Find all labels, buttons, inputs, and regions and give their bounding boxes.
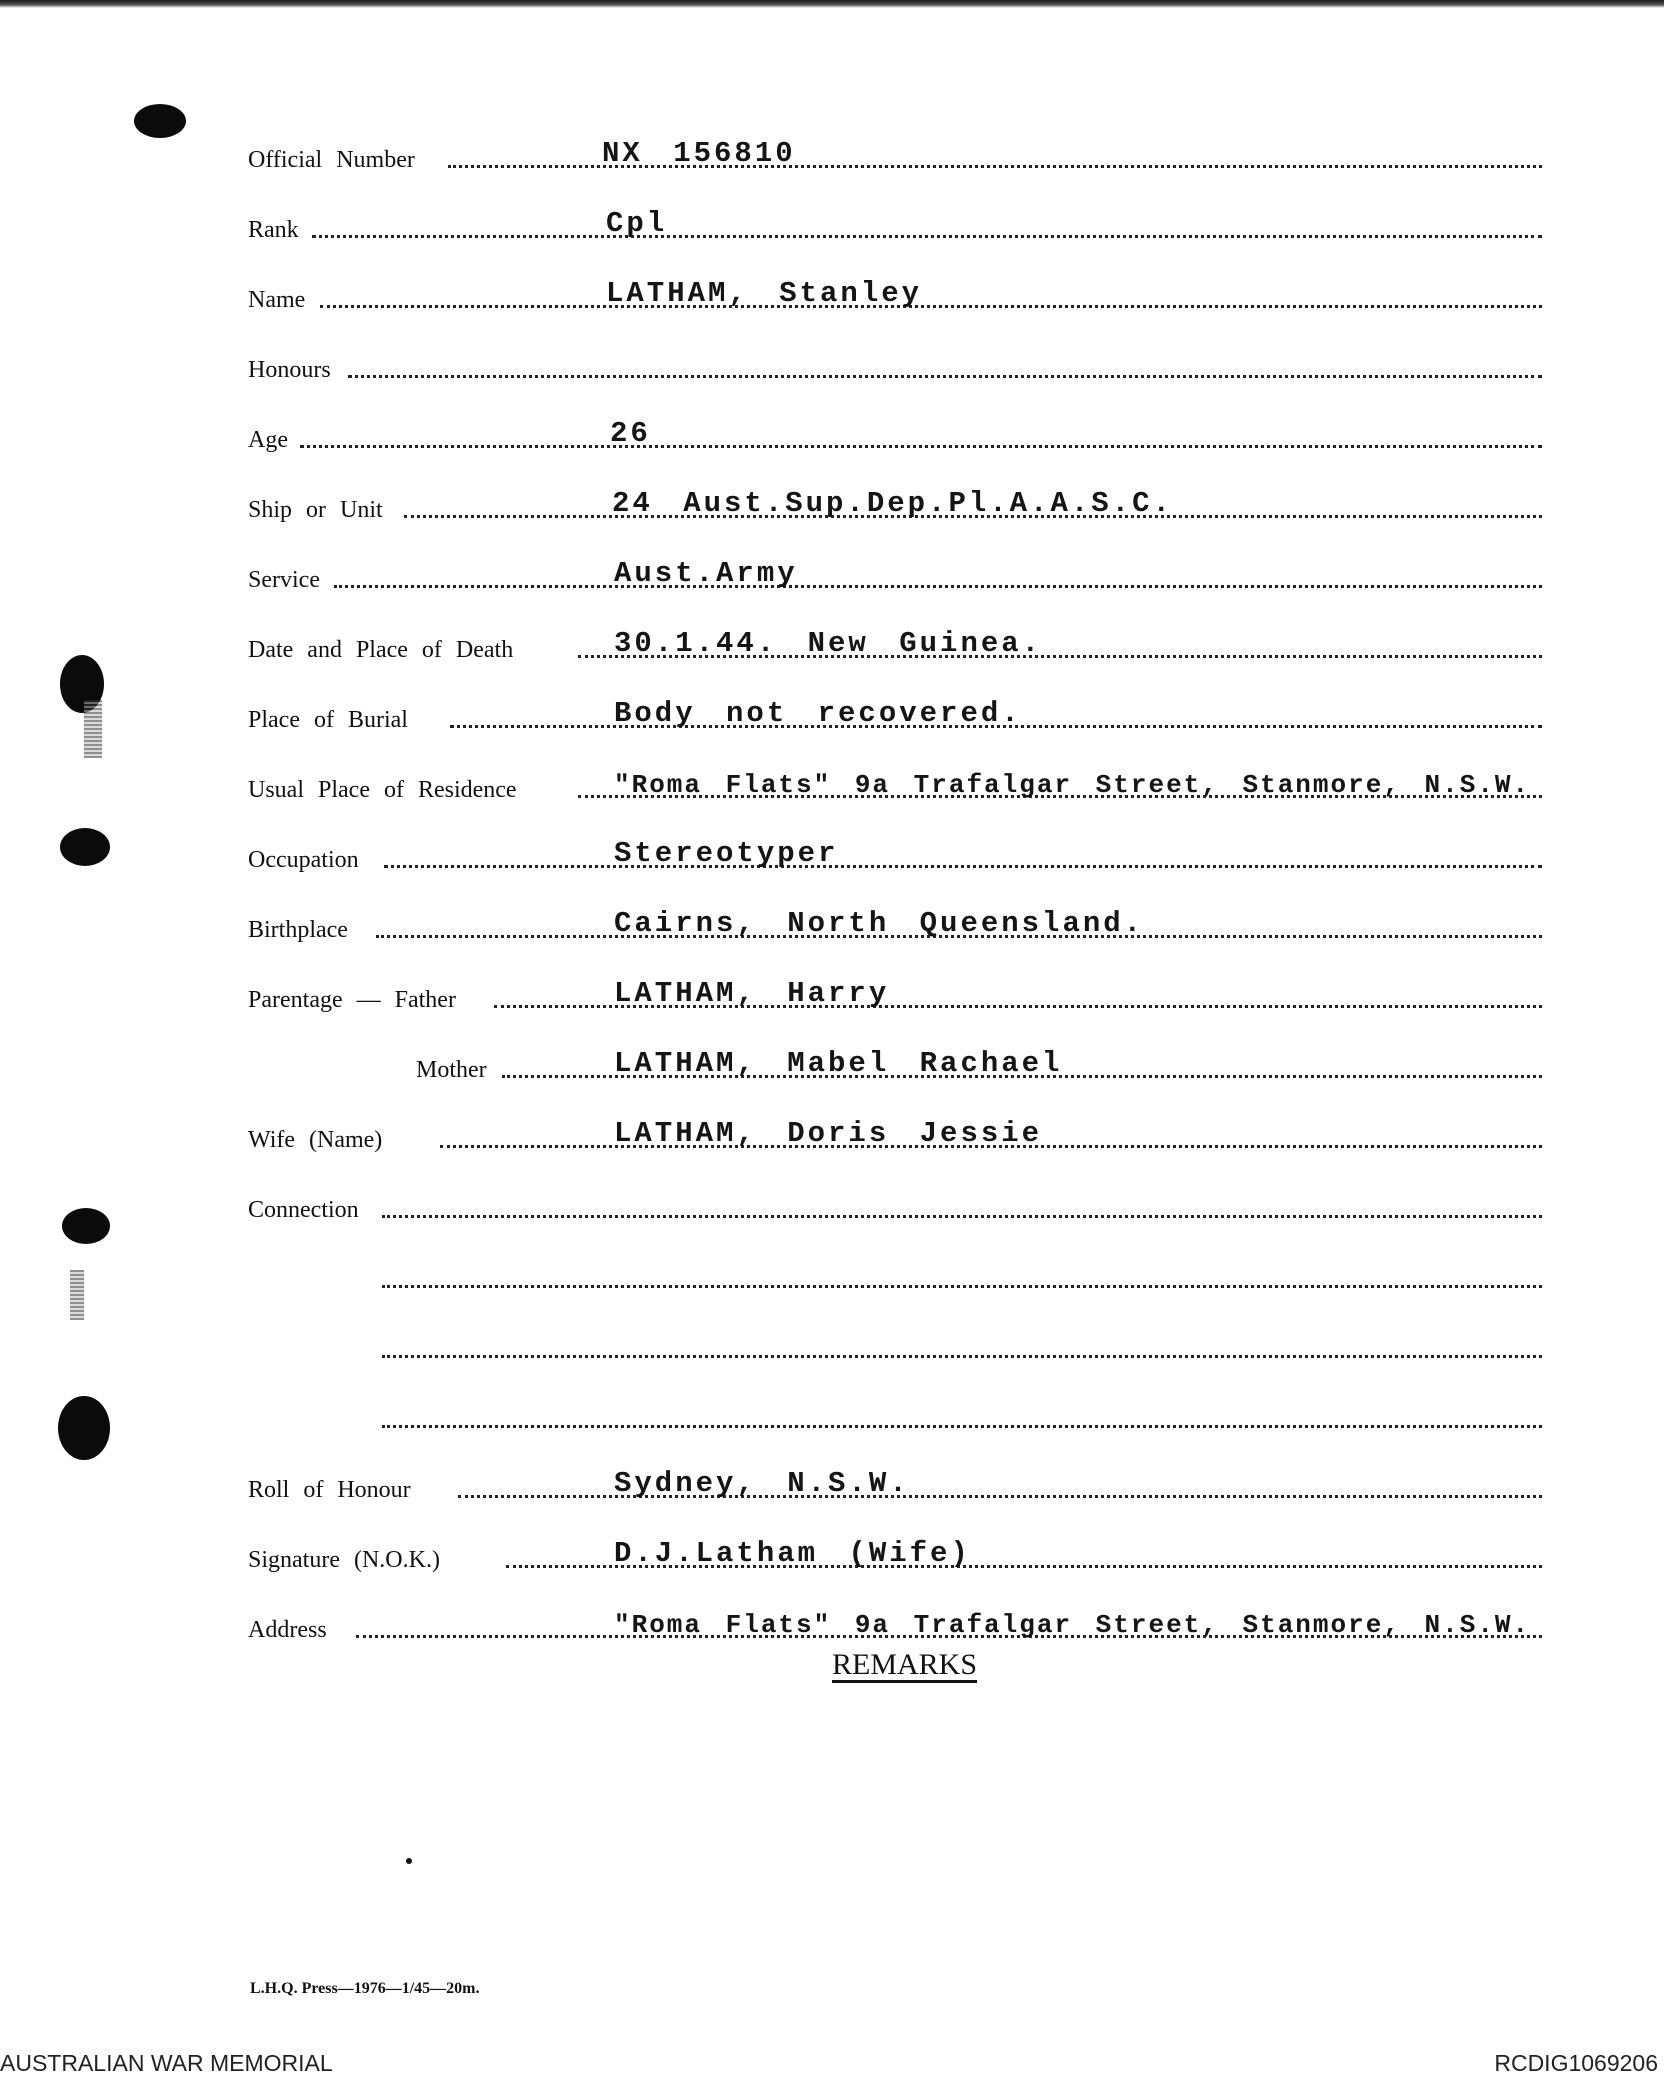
field-value: 24 Aust.Sup.Dep.Pl.A.A.S.C. (612, 487, 1173, 520)
field-value: 26 (610, 417, 651, 450)
field-value: D.J.Latham (Wife) (614, 1537, 971, 1570)
scan-top-edge (0, 0, 1664, 8)
field-value: NX 156810 (602, 137, 796, 170)
field-label: Honours (248, 357, 331, 383)
field-mother (248, 1046, 1542, 1086)
field-label: Occupation (248, 847, 359, 873)
field-blank-line (248, 1326, 1542, 1366)
field-label: Date and Place of Death (248, 637, 514, 663)
field-value: LATHAM, Doris Jessie (614, 1117, 1043, 1150)
field-value: Stereotyper (614, 837, 839, 870)
field-age (248, 416, 1542, 456)
field-name (248, 276, 1542, 316)
field-label: Name (248, 287, 306, 313)
field-rank (248, 206, 1542, 246)
field-value: Cpl (606, 207, 668, 240)
punch-hole (62, 1208, 110, 1244)
field-service (248, 556, 1542, 596)
archive-credit: AUSTRALIAN WAR MEMORIAL (0, 2050, 333, 2076)
remarks-heading: REMARKS (832, 1648, 978, 1681)
dotted-line (300, 445, 1542, 448)
field-label: Signature (N.O.K.) (248, 1547, 440, 1573)
field-value: "Roma Flats" 9a Trafalgar Street, Stanmore, N.S.W. (614, 770, 1531, 800)
field-wife (248, 1116, 1542, 1156)
field-date-place-of-death (248, 626, 1542, 666)
punch-hole-shadow (84, 700, 102, 758)
field-label: Service (248, 567, 320, 593)
dotted-line (312, 235, 1542, 238)
dotted-line (382, 1355, 1542, 1358)
field-value: LATHAM, Harry (614, 977, 890, 1010)
dotted-line (320, 305, 1542, 308)
dotted-line (382, 1425, 1542, 1428)
field-label: Connection (248, 1197, 359, 1223)
field-address (248, 1606, 1542, 1646)
dotted-line (334, 585, 1542, 588)
field-value: Sydney, N.S.W. (614, 1467, 910, 1500)
punch-hole (60, 828, 110, 866)
field-blank-line (248, 1396, 1542, 1436)
dotted-line (382, 1215, 1542, 1218)
dotted-line (348, 375, 1542, 378)
field-value: 30.1.44. New Guinea. (614, 627, 1043, 660)
field-label: Roll of Honour (248, 1477, 411, 1503)
punch-hole (134, 104, 186, 138)
punch-hole (58, 1396, 110, 1460)
field-label: Usual Place of Residence (248, 777, 517, 803)
field-official-number (248, 136, 1542, 176)
ink-speck (406, 1858, 412, 1864)
field-label: Mother (416, 1057, 487, 1083)
field-label: Address (248, 1617, 327, 1643)
field-connection (248, 1186, 1542, 1226)
field-honours (248, 346, 1542, 386)
dotted-line (382, 1285, 1542, 1288)
field-label: Official Number (248, 147, 415, 173)
field-label: Parentage — Father (248, 987, 456, 1013)
field-value: Aust.Army (614, 557, 798, 590)
field-value: Cairns, North Queensland. (614, 907, 1145, 940)
field-value: "Roma Flats" 9a Trafalgar Street, Stanmore, N.S.W. (614, 1610, 1531, 1640)
archive-id: RCDIG1069206 (1494, 2050, 1658, 2076)
field-value: LATHAM, Mabel Rachael (614, 1047, 1063, 1080)
field-label: Wife (Name) (248, 1127, 383, 1153)
field-usual-place-of-residence (248, 766, 1542, 806)
field-birthplace (248, 906, 1542, 946)
field-label: Rank (248, 217, 299, 243)
field-label: Ship or Unit (248, 497, 383, 523)
field-roll-of-honour (248, 1466, 1542, 1506)
punch-hole-shadow (70, 1270, 84, 1320)
field-label: Place of Burial (248, 707, 408, 733)
field-place-of-burial (248, 696, 1542, 736)
field-blank-line (248, 1256, 1542, 1296)
printer-imprint: L.H.Q. Press—1976—1/45—20m. (250, 1980, 480, 1997)
field-value: LATHAM, Stanley (606, 277, 923, 310)
field-occupation (248, 836, 1542, 876)
field-label: Age (248, 427, 288, 453)
field-signature-nok (248, 1536, 1542, 1576)
field-label: Birthplace (248, 917, 348, 943)
field-father (248, 976, 1542, 1016)
dotted-line (384, 865, 1542, 868)
field-ship-or-unit (248, 486, 1542, 526)
field-value: Body not recovered. (614, 697, 1022, 730)
